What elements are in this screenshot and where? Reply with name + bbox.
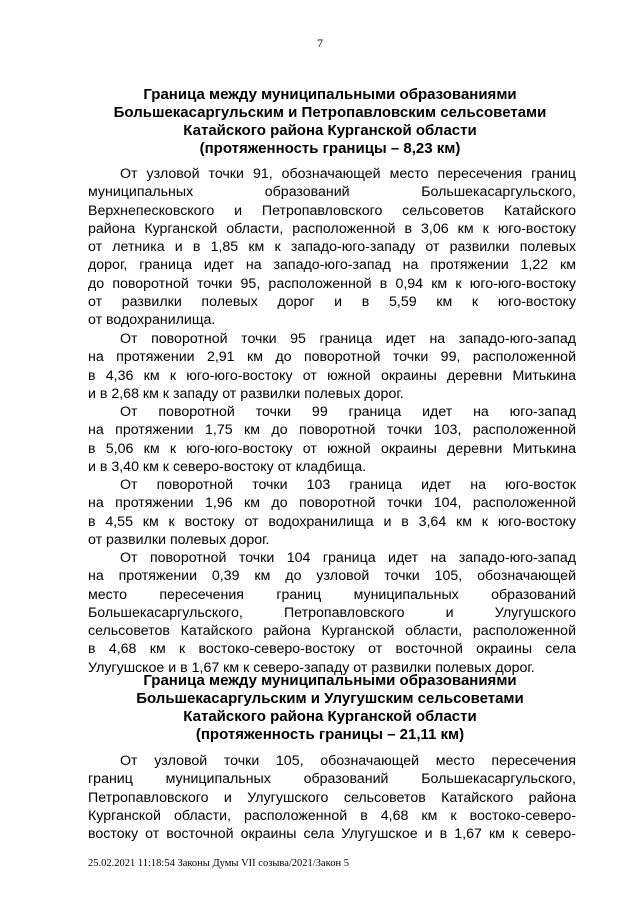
text-line: Курганской области, расположенной в 4,68 км к востоко-северо- bbox=[88, 807, 576, 824]
heading-line: (протяженность границы – 21,11 км) bbox=[195, 726, 465, 743]
text-line: Верхнепесковского и Петропавловского сельсоветов Катайского bbox=[88, 202, 576, 219]
text-line: в 5,06 км к юго-юго-востоку от южной окраины деревни Митькина bbox=[88, 440, 576, 457]
heading-line: Граница между муниципальными образованиями bbox=[143, 672, 517, 689]
text-line: От поворотной точки 99 граница идет на юго-запад bbox=[120, 404, 576, 420]
heading-line: Катайского района Курганской области bbox=[183, 708, 477, 725]
text-line: до поворотной точки 95, расположенной в 0,94 км к юго-юго-востоку bbox=[88, 275, 576, 292]
document-footer: 25.02.2021 11:18:54 Законы Думы VII созыва/2021/Закон 5 bbox=[88, 858, 349, 869]
text-line: Большекасаргульского, Петропавловского и Улугушского bbox=[88, 604, 576, 621]
text-line: дорог, граница идет на западо-юго-запад на протяжении 1,22 км bbox=[88, 257, 576, 274]
text-line: границ муниципальных образований Большекасаргульского, bbox=[88, 771, 576, 788]
text-line: востоку от восточной окраины села Улугушское и в 1,67 км к северо- bbox=[88, 826, 576, 843]
text-line: сельсоветов Катайского района Курганской области, расположенной bbox=[88, 623, 576, 640]
text-line: от водохранилища. bbox=[88, 312, 216, 329]
text-line: и в 3,40 км к северо-востоку от кладбища. bbox=[88, 458, 367, 475]
paragraph-4 bbox=[88, 476, 576, 549]
text-line: От узловой точки 91, обозначающей место пересечения границ bbox=[120, 166, 576, 182]
heading-line: Большекасаргульским и Петропавловским сельсоветами bbox=[113, 104, 547, 121]
text-line: района Курганской области, расположенной в 3,06 км к юго-востоку bbox=[88, 220, 576, 237]
section-2-heading bbox=[60, 672, 600, 744]
page-number: 7 bbox=[317, 36, 323, 50]
text-line: От поворотной точки 104 граница идет на западо-юго-запад bbox=[120, 550, 576, 566]
text-line: на протяжении 1,96 км до поворотной точки 104, расположенной bbox=[88, 495, 576, 512]
text-line: Улугушское и в 1,67 км к северо-западу от развилки полевых дорог. bbox=[88, 659, 535, 676]
paragraph-3 bbox=[88, 403, 576, 476]
text-line: в 4,55 км к востоку от водохранилища и в 3,64 км к юго-востоку bbox=[88, 513, 576, 530]
paragraph-2 bbox=[88, 330, 576, 403]
section-1-heading bbox=[60, 86, 600, 158]
text-line: в 4,68 км к востоко-северо-востоку от восточной окраины села bbox=[88, 641, 576, 658]
text-line: от развилки полевых дорог и в 5,59 км к юго-востоку bbox=[88, 294, 576, 311]
text-line: на протяжении 1,75 км до поворотной точки 103, расположенной bbox=[88, 422, 576, 439]
text-line: От поворотной точки 95 граница идет на западо-юго-запад bbox=[120, 331, 576, 347]
paragraph-1 bbox=[88, 165, 576, 330]
text-line: и в 2,68 км к западу от развилки полевых дорог. bbox=[88, 385, 404, 402]
text-line: на протяжении 0,39 км до узловой точки 105, обозначающей bbox=[88, 568, 576, 585]
text-line: Петропавловского и Улугушского сельсоветов Катайского района bbox=[88, 789, 576, 806]
text-line: От узловой точки 105, обозначающей место пересечения bbox=[120, 753, 576, 769]
text-line: От поворотной точки 103 граница идет на юго-восток bbox=[120, 477, 576, 493]
paragraph-5 bbox=[88, 549, 576, 677]
text-line: на протяжении 2,91 км до поворотной точки 99, расположенной bbox=[88, 349, 576, 366]
paragraph-6 bbox=[88, 752, 576, 843]
heading-line: Катайского района Курганской области bbox=[183, 122, 477, 139]
text-line: в 4,36 км к юго-юго-востоку от южной окраины деревни Митькина bbox=[88, 367, 576, 384]
heading-line: Большекасаргульским и Улугушским сельсоветами bbox=[136, 690, 524, 707]
text-line: от развилки полевых дорог. bbox=[88, 531, 270, 548]
text-line: от летника и в 1,85 км к западо-юго-западу от развилки полевых bbox=[88, 239, 576, 256]
heading-line: (протяженность границы – 8,23 км) bbox=[199, 140, 461, 157]
text-line: место пересечения границ муниципальных образований bbox=[88, 586, 576, 603]
heading-line: Граница между муниципальными образованиями bbox=[143, 86, 517, 103]
text-line: муниципальных образований Большекасаргульского, bbox=[88, 184, 576, 201]
